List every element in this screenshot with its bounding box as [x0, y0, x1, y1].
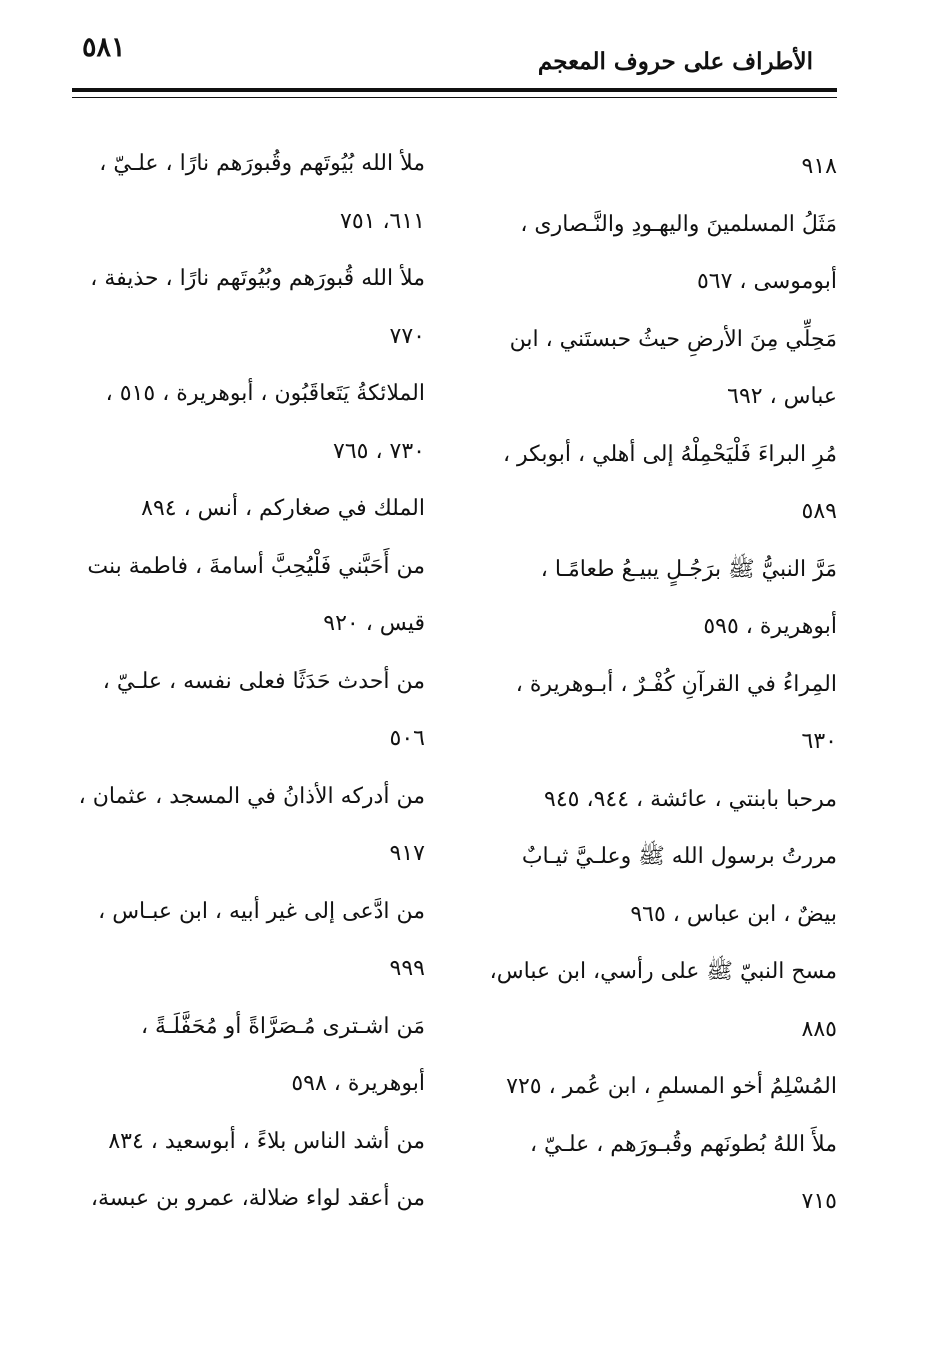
index-entry-line: مَحِلِّي مِنَ الأرضِ حيثُ حبستَني ، ابن: [509, 326, 837, 352]
index-entry-line: ٧٣٠ ، ٧٦٥: [333, 438, 425, 464]
index-entry-line: عباس ، ٦٩٢: [727, 384, 837, 409]
index-entry-line: ٩١٧: [389, 841, 425, 866]
index-entry-line: مَن اشـترى مُـصَرَّاةً أو مُحَفَّلَـةً ،: [140, 1013, 425, 1039]
index-entry-line: ملأ الله بُيُوتَهم وقُبورَهم نارًا ، علـيّ ،: [99, 151, 425, 176]
index-entry-line: ملأَ اللهُ بُطونَهم وقُبـورَهم ، علـيّ ،: [529, 1131, 837, 1157]
page-number: ٥٨١: [82, 32, 126, 63]
index-entry: [73, 653, 425, 768]
index-entry-line: أبوهريرة ، ٥٩٨: [291, 1071, 425, 1096]
index-entry: [73, 768, 425, 883]
index-entry: [73, 1113, 425, 1171]
index-entry: [479, 771, 837, 829]
index-entry-line: من أشد الناس بلاءً ، أبوسعيد ، ٨٣٤: [108, 1128, 425, 1154]
index-entry: [479, 1058, 837, 1116]
index-entry-line: مررتُ برسول الله ﷺ وعلـيَّ ثيـابٌ: [521, 844, 837, 869]
index-entry: [479, 138, 837, 196]
index-entry-line: من أَحَبَّني فَلْيُحِبَّ أسامةَ ، فاطمة بنت: [87, 553, 425, 579]
index-entry: [73, 538, 425, 653]
index-entry-line: مَرَّ النبيُّ ﷺ برَجُـلٍ يبيـعُ طعامًـا ،: [540, 556, 837, 582]
index-entry: [479, 196, 837, 311]
index-entry: [73, 480, 425, 538]
index-entry-line: مُرِ البراءَ فَلْيَحْمِلْهُ إلى أهلي ، أبوبكر ،: [502, 441, 837, 467]
left-column: [73, 135, 425, 1228]
index-entry-line: قيس ، ٩٢٠: [323, 611, 425, 636]
index-entry-line: ٦١١، ٧٥١: [340, 208, 425, 234]
index-entry: [479, 828, 837, 943]
index-entry: [73, 250, 425, 365]
index-entry-line: الملائكةُ يَتَعاقَبُون ، أبوهريرة ، ٥١٥ ،: [105, 381, 425, 406]
index-entry-line: ملأ الله قُبورَهم وبُيُوتَهم نارًا ، حذيفة ،: [90, 266, 425, 291]
index-entry-line: الملك في صغاركم ، أنس ، ٨٩٤: [141, 496, 425, 521]
index-entry: [73, 135, 425, 250]
index-entry-line: أبوموسى ، ٥٦٧: [696, 269, 837, 294]
index-entry: [73, 998, 425, 1113]
index-entry: [73, 1170, 425, 1228]
index-entry-line: ٩١٨: [801, 154, 837, 179]
index-entry-line: ٧٧٠: [389, 323, 425, 349]
index-entry-line: ٨٨٥: [801, 1016, 837, 1042]
index-entry: [479, 311, 837, 426]
index-entry-line: مسح النبيّ ﷺ على رأسي، ابن عباس،: [489, 959, 837, 984]
index-entry-line: ٦٣٠: [801, 729, 837, 754]
index-entry-line: ٧١٥: [801, 1189, 837, 1214]
index-entry: [479, 943, 837, 1058]
index-entry-line: ٩٩٩: [389, 956, 425, 981]
index-entry-line: المِراءُ في القرآنِ كُفْـرٌ ، أبـوهريرة ،: [515, 671, 837, 697]
index-entry-line: ٥٨٩: [801, 499, 837, 524]
index-entry: [479, 541, 837, 656]
index-entry-line: أبوهريرة ، ٥٩٥: [703, 614, 837, 639]
index-entry-line: من أعقد لواء ضلالة، عمرو بن عبسة،: [90, 1186, 425, 1211]
index-entry-line: بيضٌ ، ابن عباس ، ٩٦٥: [630, 901, 837, 927]
right-column: [479, 138, 837, 1231]
running-head: الأطراف على حروف المعجم: [537, 48, 813, 75]
index-entry: [73, 365, 425, 480]
index-entry-line: المُسْلِمُ أخو المسلمِ ، ابن عُمر ، ٧٢٥: [506, 1074, 837, 1099]
index-entry-line: من ادَّعى إلى غير أبيه ، ابن عبـاس ،: [98, 898, 425, 924]
index-entry: [479, 656, 837, 771]
header-rule-thick: [72, 88, 837, 92]
index-entry: [73, 883, 425, 998]
index-entry: [479, 426, 837, 541]
header-rule-thin: [72, 97, 837, 98]
index-entry-line: من أدركه الأذانُ في المسجد ، عثمان ،: [78, 783, 425, 809]
index-entry-line: مرحبا بابنتي ، عائشة ، ٩٤٤، ٩٤٥: [544, 786, 837, 812]
index-entry: [479, 1116, 837, 1231]
index-entry-line: من أحدث حَدَثًا فعلى نفسه ، علـيّ ،: [102, 668, 425, 694]
index-entry-line: مَثَلُ المسلمينَ واليهـودِ والنَّـصارى ،: [520, 211, 837, 237]
index-entry-line: ٥٠٦: [389, 726, 425, 751]
